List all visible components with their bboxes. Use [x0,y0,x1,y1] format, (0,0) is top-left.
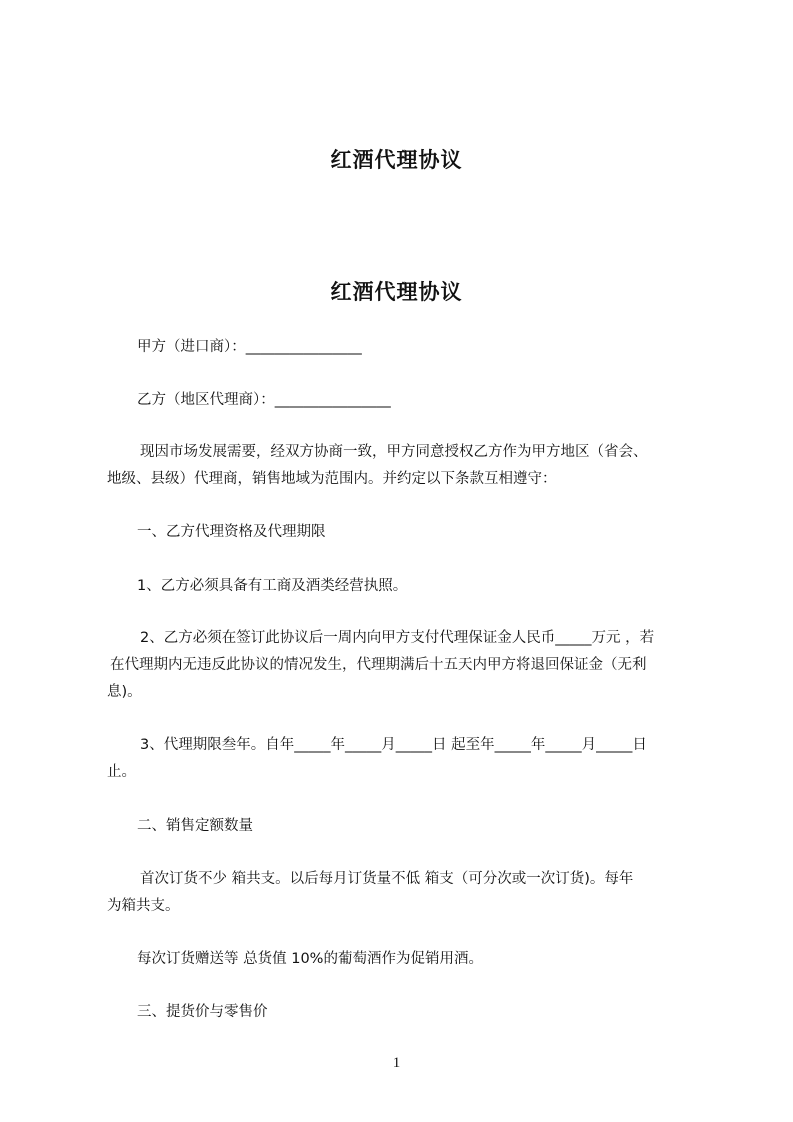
section-2-heading: 二、销售定额数量 [137,818,253,834]
party-b-line: 乙方（地区代理商）：________________ [137,392,391,408]
clause-1-2-line-3: 息)。 [107,684,142,700]
document-title: 红酒代理协议 [330,280,463,304]
clause-1-2-line-2: 在代理期内无违反此协议的情况发生，代理期满后十五天内甲方将退回保证金（无利 [110,657,647,673]
clause-1-3-line-2: 止。 [107,764,136,780]
party-a-line: 甲方（进口商）：________________ [137,339,362,355]
clause-2-2: 每次订货赠送等 总货值 10%的葡萄酒作为促销用酒。 [137,951,483,967]
section-3-heading: 三、提货价与零售价 [137,1004,268,1020]
intro-paragraph-line-2: 地级、县级）代理商，销售地域为范围内。并约定以下条款互相遵守： [107,471,557,487]
clause-2-1-line-1: 首次订货不少 箱共支。以后每月订货量不低 箱支（可分次或一次订货)。每年 [140,871,634,887]
page-number: 1 [392,1055,401,1071]
intro-paragraph-line-1: 现因市场发展需要，经双方协商一致，甲方同意授权乙方作为甲方地区（省会、 [140,444,648,460]
section-1-heading: 一、乙方代理资格及代理期限 [137,524,326,540]
clause-1-3-line-1: 3、代理期限叁年。自年_____年_____月_____日 起至年_____年_____月_____日 [140,737,647,753]
clause-2-1-line-2: 为箱共支。 [107,898,180,914]
clause-1-1: 1、乙方必须具备有工商及酒类经营执照。 [137,578,408,594]
clause-1-2-line-1: 2、乙方必须在签订此协议后一周内向甲方支付代理保证金人民币_____万元 ，若 [140,630,655,646]
document-title-top: 红酒代理协议 [330,148,463,172]
